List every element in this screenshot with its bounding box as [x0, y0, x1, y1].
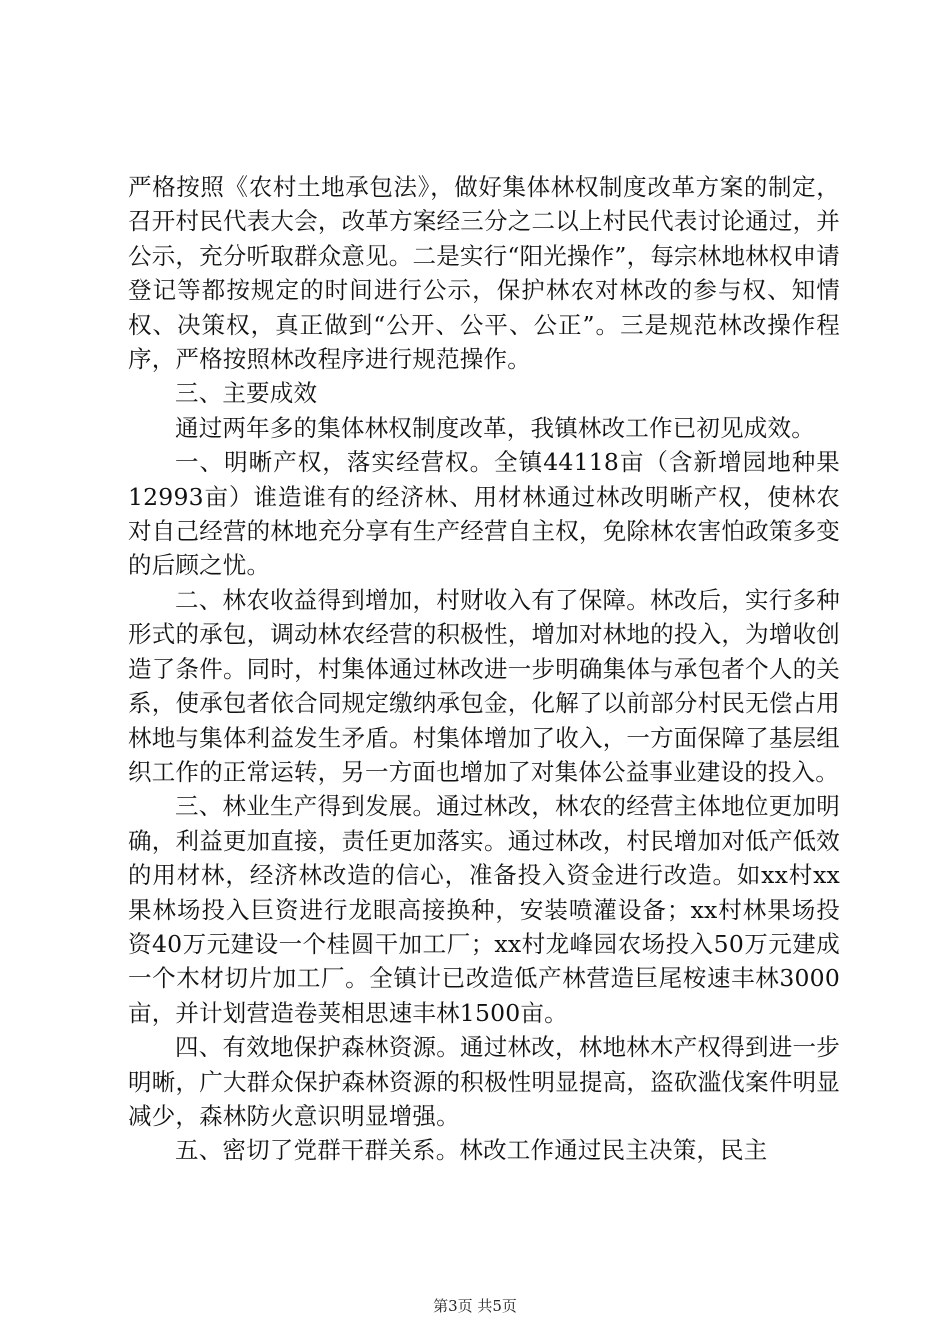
document-body: [128, 170, 840, 1168]
page-footer: 第3页 共5页: [433, 1297, 517, 1315]
paragraph-intro: 通过两年多的集体林权制度改革，我镇林改工作已初见成效。: [175, 413, 815, 442]
paragraph-item-5: 五、密切了党群干群关系。林改工作通过民主决策，民主: [175, 1136, 768, 1165]
paragraph-continuation: 严格按照《农村土地承包法》，做好集体林权制度改革方案的制定，召开村民代表大会，改革方案经三分之二以上村民代表讨论通过，并公示，充分听取群众意见。二是实行“阳光操作”，每宗林地林权申请登记等都按规定的时间进行公示，保护林农对林改的参与权、知情权、决策权，真正做到“公开、公平、公正”。三是规范林改操作程序，严格按照林改程序进行规范操作。: [128, 173, 840, 374]
paragraph-item-2: 二、林农收益得到增加，村财收入有了保障。林改后，实行多种形式的承包，调动林农经营的积极性，增加对林地的投入，为增收创造了条件。同时，村集体通过林改进一步明确集体与承包者个人的关系，使承包者依合同规定缴纳承包金，化解了以前部分村民无偿占用林地与集体利益发生矛盾。村集体增加了收入，一方面保障了基层组织工作的正常运转，另一方面也增加了对集体公益事业建设的投入。: [128, 585, 840, 786]
paragraph-item-3: 三、林业生产得到发展。通过林改，林农的经营主体地位更加明确，利益更加直接，责任更加落实。通过林改，村民增加对低产低效的用材林，经济林改造的信心，准备投入资金进行改造。如xx村xx果林场投入巨资进行龙眼高接换种，安装喷灌设备；xx村林果场投资40万元建设一个桂圆干加工厂；xx村龙峰园农场投入50万元建成一个木材切片加工厂。全镇计已改造低产林营造巨尾桉速丰林3000亩，并计划营造卷荚相思速丰林1500亩。: [128, 792, 840, 1027]
paragraph-item-1: 一、明晰产权，落实经营权。全镇44118亩（含新增园地种果12993亩）谁造谁有的经济林、用材林通过林改明晰产权，使林农对自己经营的林地充分享有生产经营自主权，免除林农害怕政策多变的后顾之忧。: [128, 448, 840, 580]
section-heading: 三、主要成效: [175, 379, 318, 408]
paragraph-item-4: 四、有效地保护森林资源。通过林改，林地林木产权得到进一步明晰，广大群众保护森林资源的积极性明显提高，盗砍滥伐案件明显减少，森林防火意识明显增强。: [128, 1033, 840, 1130]
